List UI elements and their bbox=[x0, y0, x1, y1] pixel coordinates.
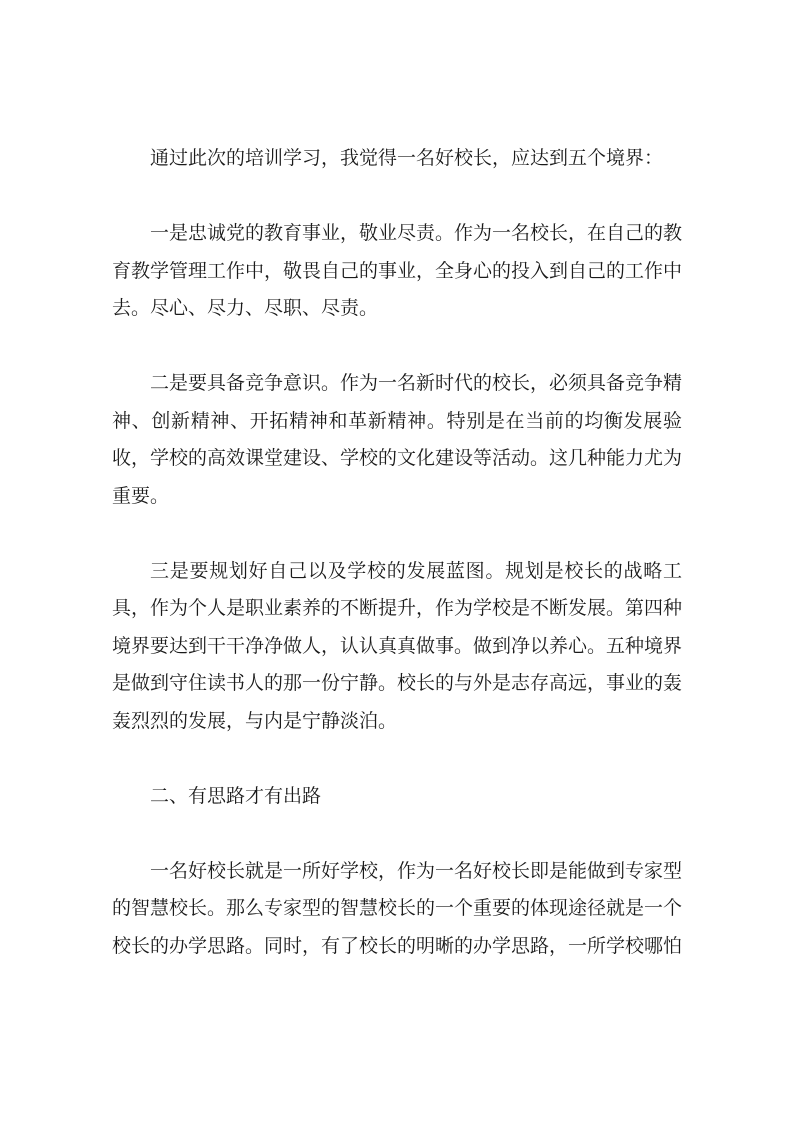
document-body bbox=[112, 140, 682, 1003]
realm-three-paragraph: 三是要规划好自己以及学校的发展蓝图。规划是校长的战略工具，作为个人是职业素养的不断提升，作为学校是不断发展。第四种境界要达到干干净净做人，认认真真做事。做到净以养心。五种境界是做到守住读书人的那一份宁静。校长的与外是志存高远，事业的轰轰烈烈的发展，与内是宁静淡泊。 bbox=[112, 559, 683, 732]
intro-paragraph: 通过此次的培训学习，我觉得一名好校长，应达到五个境界： bbox=[150, 147, 664, 169]
section-heading: 二、有思路才有出路 bbox=[150, 784, 322, 807]
section-two-paragraph: 一名好校长就是一所好学校，作为一名好校长即是能做到专家型的智慧校长。那么专家型的智慧校长的一个重要的体现途径就是一个校长的办学思路。同时，有了校长的明晰的办学思路，一所学校哪怕 bbox=[112, 859, 683, 957]
realm-two-paragraph: 二是要具备竞争意识。作为一名新时代的校长，必须具备竞争精神、创新精神、开拓精神和革新精神。特别是在当前的均衡发展验收，学校的高效课堂建设、学校的文化建设等活动。这几种能力尤为重要。 bbox=[112, 372, 683, 507]
realm-one-paragraph: 一是忠诚党的教育事业，敬业尽责。作为一名校长，在自己的教育教学管理工作中，敬畏自己的事业，全身心的投入到自己的工作中去。尽心、尽力、尽职、尽责。 bbox=[112, 222, 683, 319]
